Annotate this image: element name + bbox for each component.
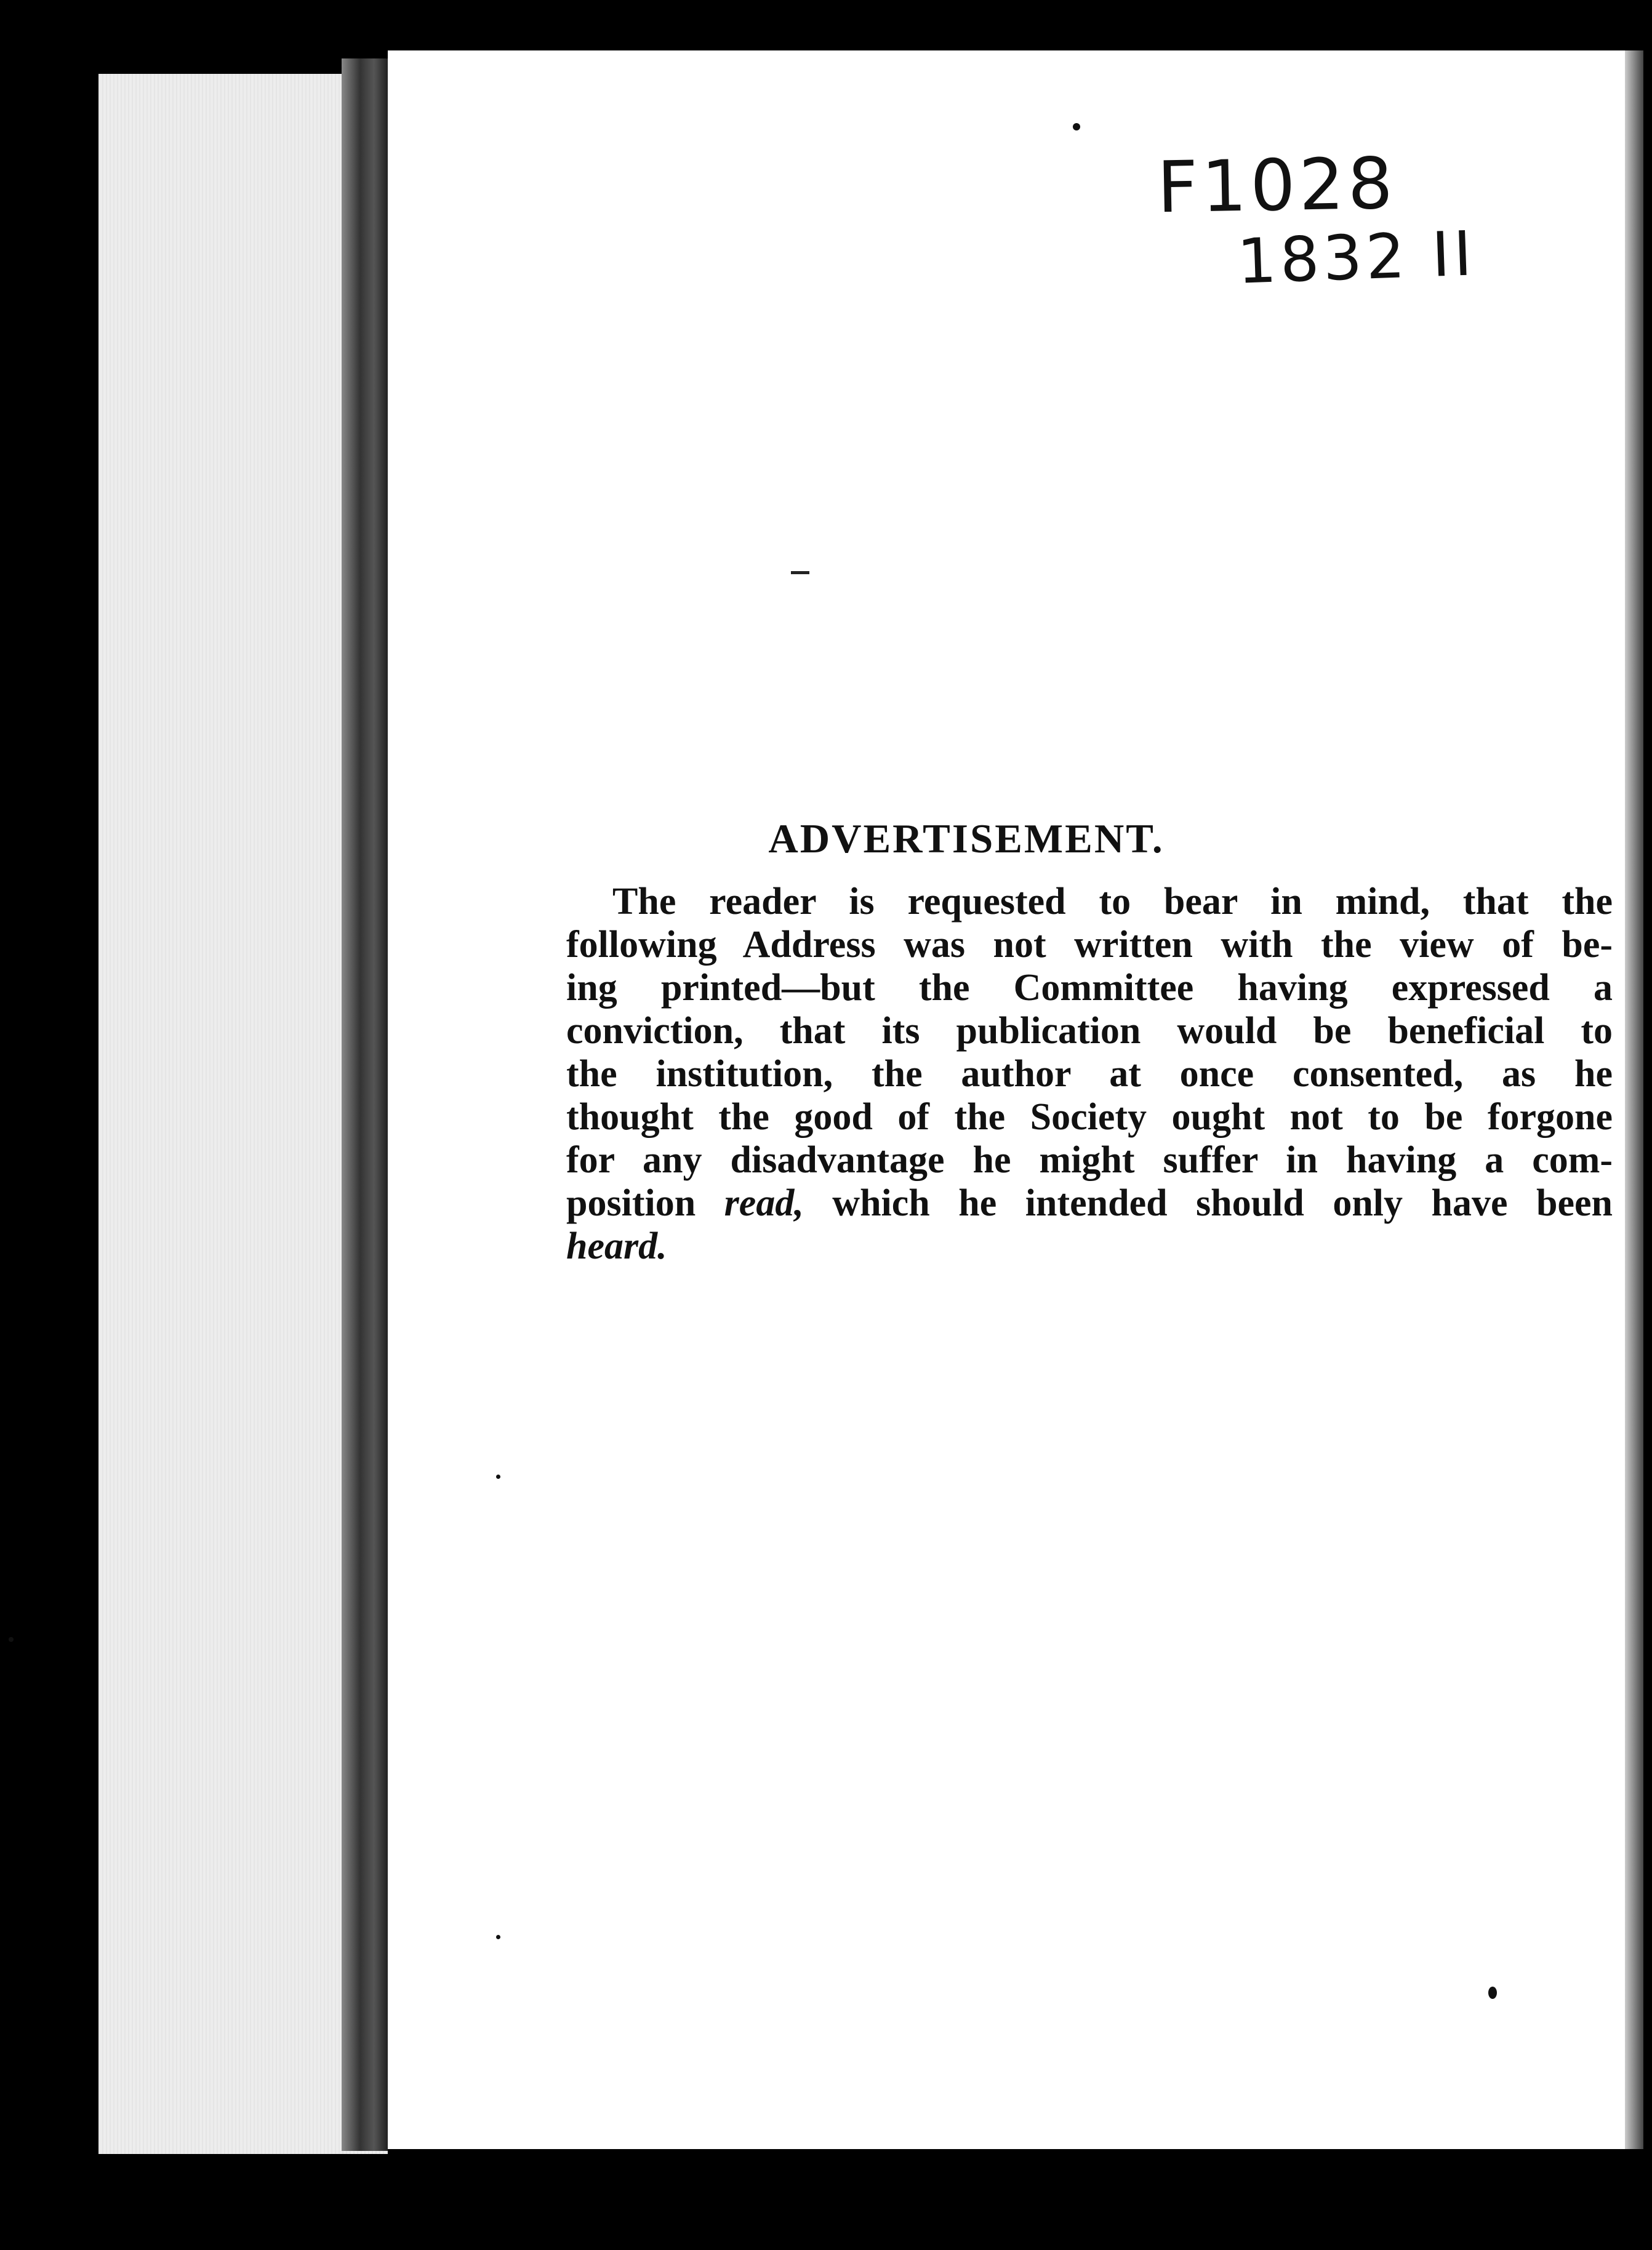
ink-speck [9,1637,14,1642]
advertisement-heading: ADVERTISEMENT. [768,816,1165,862]
text-line: the institution, the author at once consented, as he [566,1053,1613,1095]
italic-word: heard. [566,1225,667,1267]
ink-speck [1488,1987,1497,1999]
text-line: thought the good of the Society ought not to be forgone [566,1096,1613,1138]
text-line: conviction, that its publication would be beneficial to [566,1010,1613,1052]
ink-speck [496,1935,500,1939]
ink-speck [496,1475,500,1479]
text-line: ing printed—but the Committee having expressed a [566,967,1613,1009]
text-line: The reader is requested to bear in mind, that the [612,881,1613,923]
ornament-dash [791,571,809,574]
advertisement-body [566,880,1613,1268]
text-line: following Address was not written with the view of be- [566,924,1613,966]
text-line [566,1225,1613,1268]
text-segment: position [566,1182,724,1224]
ink-speck [1073,123,1080,130]
italic-word: read, [724,1182,804,1224]
catalog-number: F1028 [1156,142,1397,230]
book-spine-shadow [342,58,388,2151]
text-line: for any disadvantage he might suffer in having a com- [566,1139,1613,1181]
catalog-year: 1832 II [1236,217,1477,298]
text-segment: which he intended should only have been [803,1182,1613,1224]
page-edge-shadow [1625,50,1643,2149]
text-line [566,1182,1613,1225]
